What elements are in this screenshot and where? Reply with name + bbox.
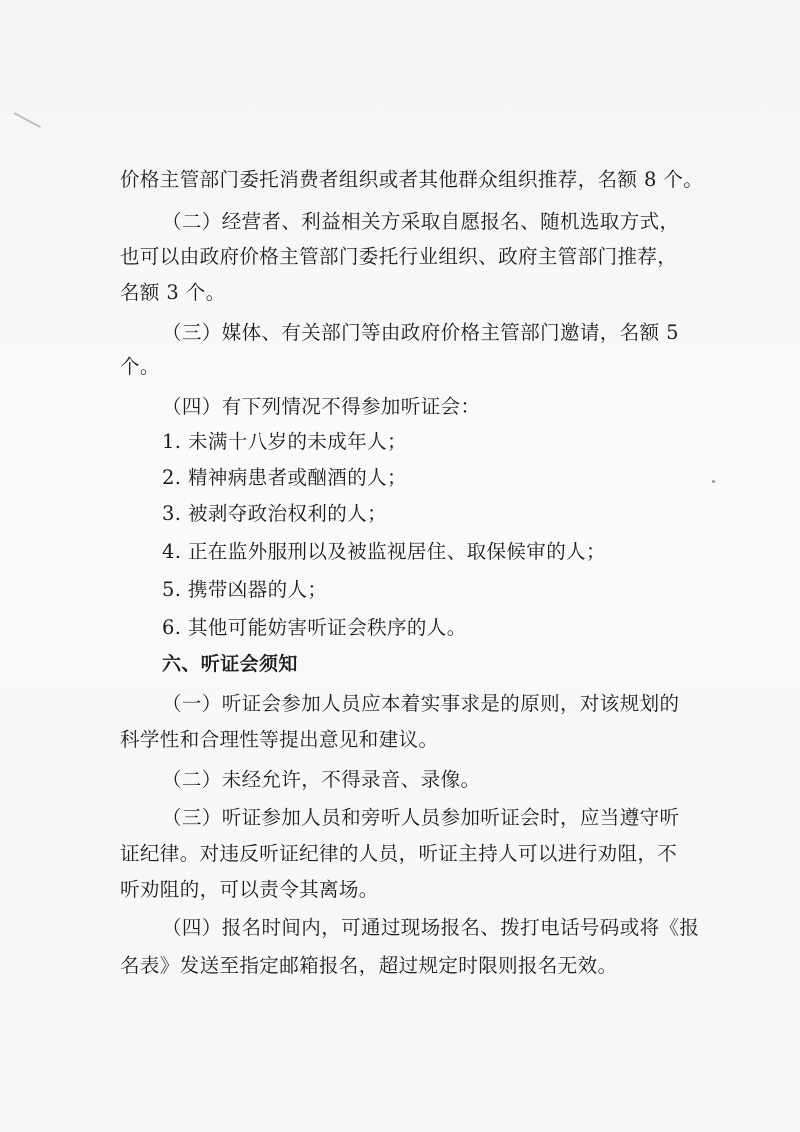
- paragraph-line: 证纪律。对违反听证纪律的人员，听证主持人可以进行劝阻，不: [120, 842, 678, 865]
- list-item: 6. 其他可能妨害听证会秩序的人。: [162, 616, 467, 639]
- list-item: 5. 携带凶器的人；: [162, 578, 328, 601]
- paragraph-line: 也可以由政府价格主管部门委托行业组织、政府主管部门推荐，: [120, 245, 678, 268]
- paragraph-line: 个。: [120, 355, 160, 378]
- section-heading: 六、听证会须知: [162, 653, 298, 675]
- paragraph-line: 名表》发送至指定邮箱报名，超过规定时限则报名无效。: [120, 954, 618, 977]
- list-item: 1. 未满十八岁的未成年人；: [162, 430, 407, 453]
- paragraph-line: （三）听证参加人员和旁听人员参加听证会时，应当遵守听: [162, 806, 680, 829]
- list-item: 4. 正在监外服刑以及被监视居住、取保候审的人；: [162, 540, 606, 563]
- paragraph-line: 科学性和合理性等提出意见和建议。: [120, 728, 439, 751]
- paragraph-line: 听劝阻的，可以责令其离场。: [120, 878, 379, 901]
- paragraph-line: 名额 3 个。: [120, 281, 226, 304]
- paragraph-line: 价格主管部门委托消费者组织或者其他群众组织推荐，名额 8 个。: [120, 168, 704, 191]
- paragraph-line: （二）经营者、利益相关方采取自愿报名、随机选取方式，: [162, 210, 680, 233]
- paragraph-line: （四）有下列情况不得参加听证会：: [162, 395, 481, 418]
- paragraph-line: （四）报名时间内，可通过现场报名、拨打电话号码或将《报: [162, 916, 700, 939]
- paragraph-line: （三）媒体、有关部门等由政府价格主管部门邀请，名额 5: [162, 321, 679, 344]
- scan-speck: [712, 480, 715, 483]
- paragraph-line: （二）未经允许，不得录音、录像。: [162, 768, 481, 791]
- list-item: 2. 精神病患者或酗酒的人；: [162, 466, 407, 489]
- list-item: 3. 被剥夺政治权利的人；: [162, 502, 388, 525]
- scan-artifact: [5, 112, 41, 144]
- paragraph-line: （一）听证会参加人员应本着实事求是的原则，对该规划的: [162, 692, 680, 715]
